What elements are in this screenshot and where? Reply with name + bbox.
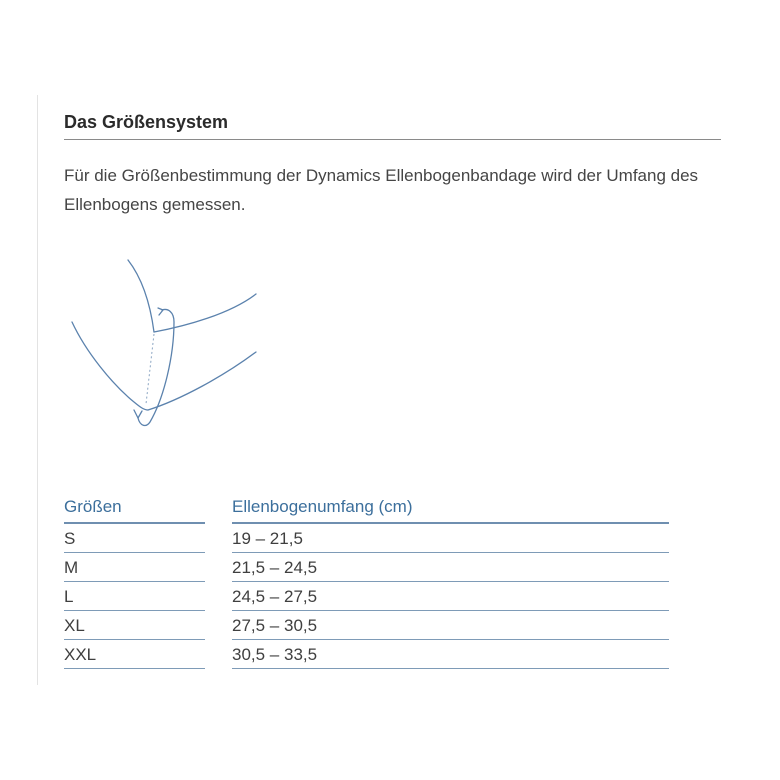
row-rule	[232, 552, 669, 553]
row-rule	[64, 610, 205, 611]
title-divider	[64, 139, 721, 140]
elbow-measurement-illustration	[62, 252, 266, 432]
range-cell: 24,5 – 27,5	[232, 587, 318, 606]
row-rule	[232, 610, 669, 611]
intro-text: Für die Größenbestimmung der Dynamics Ellenbogenbandage wird der Umfang des Ellenbogens gemessen.	[64, 166, 699, 214]
row-rule	[64, 581, 205, 582]
measuring-arrow-bottom	[134, 410, 142, 418]
forearm-lower-contour	[148, 352, 256, 410]
size-cell: S	[64, 529, 76, 548]
row-rule	[232, 639, 669, 640]
size-cell: XXL	[64, 645, 97, 664]
size-column-header: Größen	[64, 497, 122, 516]
row-rule	[232, 581, 669, 582]
left-margin-rule	[37, 95, 38, 685]
measuring-arrow-top	[158, 308, 163, 315]
upper-arm-contour	[128, 260, 154, 332]
range-cell: 30,5 – 33,5	[232, 645, 318, 664]
row-rule	[64, 639, 205, 640]
upper-arm-inner-contour	[72, 322, 148, 410]
row-rule	[232, 668, 669, 669]
range-cell: 19 – 21,5	[232, 529, 303, 548]
size-header-rule	[64, 522, 205, 524]
section-title: Das Größensystem	[64, 112, 229, 132]
size-cell: L	[64, 587, 74, 606]
row-rule	[64, 668, 205, 669]
size-cell: M	[64, 558, 79, 577]
row-rule	[64, 552, 205, 553]
forearm-upper-contour	[154, 294, 256, 332]
circumference-header-rule	[232, 522, 669, 524]
circumference-column-header: Ellenbogenumfang (cm)	[232, 497, 413, 516]
range-cell: 21,5 – 24,5	[232, 558, 318, 577]
measurement-dotted-line	[146, 334, 154, 404]
range-cell: 27,5 – 30,5	[232, 616, 318, 635]
size-cell: XL	[64, 616, 85, 635]
